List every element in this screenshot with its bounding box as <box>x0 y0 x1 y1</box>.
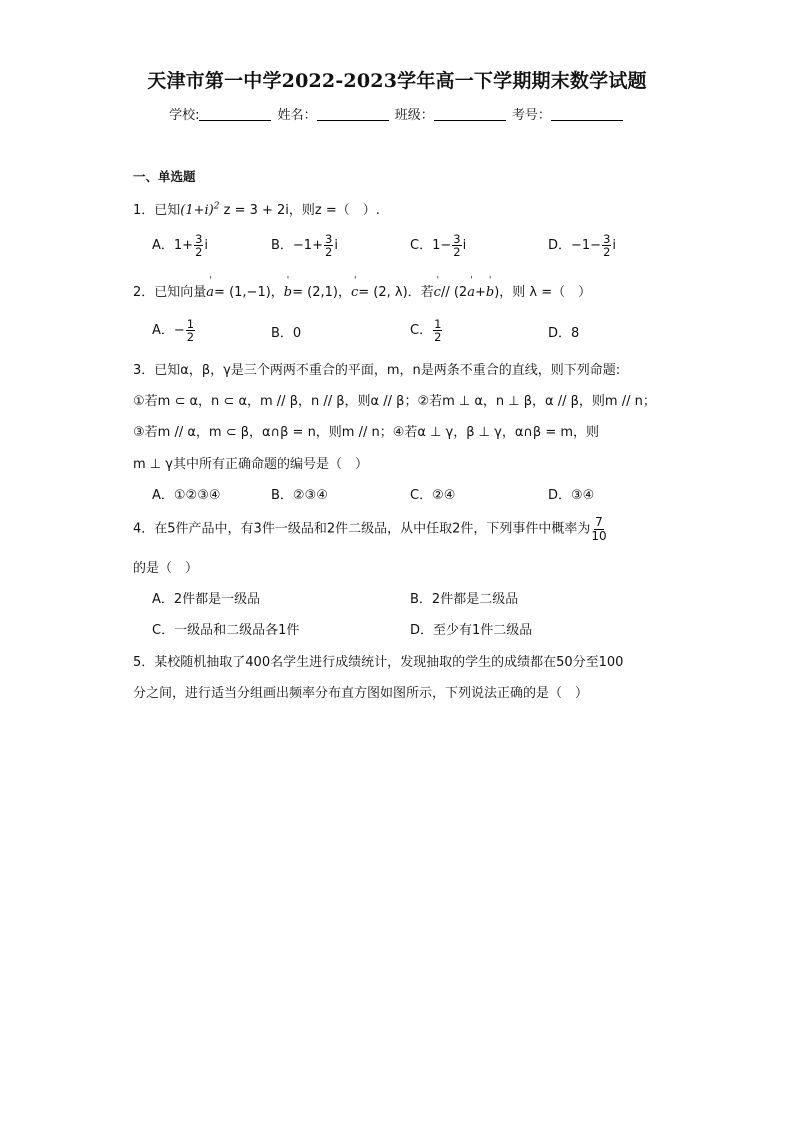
q1-expression: $(1+i)^2$ <box>180 201 220 218</box>
q4-option-a[interactable]: A．2件都是一级品 <box>152 592 261 607</box>
q4-option-c[interactable]: C．一级品和二级品各1件 <box>152 623 300 638</box>
q2-option-d[interactable]: D．8 <box>548 326 580 341</box>
question-4-line1: 4．在5件产品中，有3件一级品和2件二级品，从中任取2件，下列事件中概率为 $\frac{7}{10}$ <box>133 515 607 543</box>
question-3-line1: 3．已知α，β，γ是三个两两不重合的平面，m，n是两条不重合的直线，则下列命题: <box>133 363 621 378</box>
question-3-line4: m ⊥ γ其中所有正确命题的编号是（ ） <box>133 457 368 472</box>
question-5-line1: 5．某校随机抽取了400名学生进行成绩统计，发现抽取的学生的成绩都在50分至100 <box>133 655 624 670</box>
name-label: 姓名： <box>277 108 317 123</box>
q2-option-c[interactable]: C． $\frac{1}{2}$ <box>410 317 442 345</box>
q1-option-a[interactable]: A．1+ $\frac{3}{2}$ i <box>152 232 209 260</box>
q3-option-c[interactable]: C．②④ <box>410 488 456 503</box>
class-blank[interactable] <box>434 108 506 121</box>
page-title: 天津市第一中学2022-2023学年高一下学期期末数学试题 <box>147 70 647 92</box>
q2-option-a[interactable]: A．− $\frac{1}{2}$ <box>152 317 195 345</box>
q3-option-d[interactable]: D．③④ <box>548 488 595 503</box>
school-blank[interactable] <box>199 108 271 121</box>
id-label: 考号： <box>511 108 551 123</box>
q1-option-d[interactable]: D．−1− $\frac{3}{2}$ i <box>548 232 617 260</box>
name-blank[interactable] <box>317 108 389 121</box>
question-1: 1．已知$(1+i)^2$ z = 3 + 2i，则z =（ ）. <box>133 201 380 218</box>
id-blank[interactable] <box>551 108 623 121</box>
class-label: 班级： <box>394 108 434 123</box>
q4-option-d[interactable]: D．至少有1件二级品 <box>410 623 533 638</box>
q1-option-c[interactable]: C．1− $\frac{3}{2}$ i <box>410 232 467 260</box>
q4-option-b[interactable]: B．2件都是二级品 <box>410 592 519 607</box>
q2-option-b[interactable]: B．0 <box>271 326 302 341</box>
student-info-line <box>0 104 794 123</box>
question-5-line2: 分之间，进行适当分组画出频率分布直方图如图所示，下列说法正确的是（ ） <box>133 686 589 701</box>
question-2: 2．已知向量' a= (1,−1)，' b= (2,1)，' c= (2, λ)．若' c// (2' a+' b)，则 λ =（ ） <box>133 281 591 300</box>
q1-option-b[interactable]: B．−1+ $\frac{3}{2}$ i <box>271 232 338 260</box>
question-3-line3: ③若m // α，m ⊂ β，α∩β = n，则m // n；④若α ⊥ γ，β ⊥ γ，α∩β = m，则 <box>133 425 600 440</box>
q3-option-b[interactable]: B．②③④ <box>271 488 328 503</box>
q3-option-a[interactable]: A．①②③④ <box>152 488 221 503</box>
school-label: 学校: <box>169 108 200 123</box>
question-3-line2: ①若m ⊂ α，n ⊂ α，m // β，n // β，则α // β；②若m ⊥ α，n ⊥ β，α // β，则m // n； <box>133 394 656 409</box>
question-4-line2: 的是（ ） <box>133 561 199 576</box>
section-heading: 一、单选题 <box>133 169 196 184</box>
